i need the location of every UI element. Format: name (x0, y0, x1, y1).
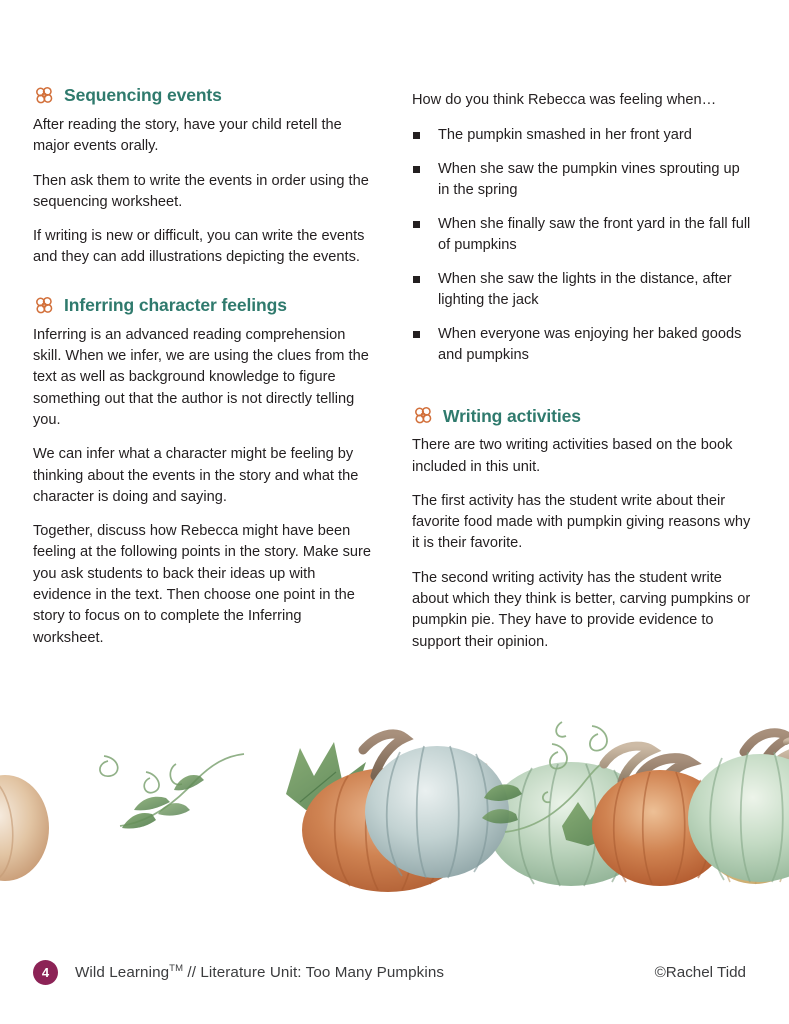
paragraph: If writing is new or difficult, you can write the events and they can add illustrations depicting the events. (33, 228, 365, 266)
flower-icon (33, 86, 55, 106)
paragraph: We can infer what a character might be feeling by thinking about the events in the story and what the character is doing and saying. (33, 446, 359, 505)
section-heading-inferring-character-feelings (33, 296, 374, 316)
section-title-text: Sequencing events (64, 85, 222, 106)
content-columns (0, 86, 789, 653)
flower-icon (412, 406, 434, 426)
pumpkin-tan-left (0, 775, 49, 882)
list-item-label: When everyone was enjoying her baked goods and pumpkins (438, 326, 742, 364)
list-item (412, 125, 753, 146)
footer-credit: ©Rachel Tidd (654, 963, 746, 981)
paragraph: The second writing activity has the student write about which they think is better, carving pumpkins or pumpkin pie. They have to provide evidence to support their opinion. (412, 569, 751, 650)
square-bullet-icon (413, 276, 420, 283)
paragraph: Inferring is an advanced reading comprehension skill. When we infer, we are using the clues from the text as well as background knowledge to figure something out that the author is not directly telling you. (33, 326, 369, 428)
paragraph: The first activity has the student write about their favorite food made with pumpkin giving reasons why it is their favorite. (412, 492, 751, 552)
inferring-bullet-list (412, 125, 753, 366)
square-bullet-icon (413, 166, 420, 173)
left-column (33, 86, 374, 649)
list-item (412, 159, 753, 201)
list-item-label: When she finally saw the front yard in the fall full of pumpkins (438, 216, 751, 254)
pumpkin-border-illustration (0, 706, 789, 896)
list-item (412, 269, 753, 311)
footer-title (75, 964, 444, 981)
leaf-cluster-left (122, 775, 204, 829)
section-heading-writing-activities (412, 406, 753, 426)
pumpkin-row-svg (0, 706, 789, 896)
paragraph: After reading the story, have your child retell the major events orally. (33, 117, 342, 155)
section-title-text: Writing activities (443, 405, 581, 426)
list-item-label: The pumpkin smashed in her front yard (438, 127, 692, 144)
trademark-mark: TM (169, 962, 184, 974)
inferring-prompt: How do you think Rebecca was feeling when… (412, 92, 717, 108)
pumpkin-bluegrey (363, 734, 509, 878)
flower-icon (33, 296, 55, 316)
square-bullet-icon (413, 221, 420, 228)
page-footer (0, 952, 789, 992)
footer-title-rest: // Literature Unit: Too Many Pumpkins (183, 963, 445, 981)
list-item-label: When she saw the lights in the distance, after lighting the jack (438, 271, 732, 309)
paragraph: Then ask them to write the events in order using the sequencing worksheet. (33, 172, 369, 210)
section-heading-sequencing-events (33, 86, 374, 106)
list-item (412, 324, 753, 366)
list-item (412, 214, 753, 256)
section-title-text: Inferring character feelings (64, 295, 287, 316)
page-number-badge: 4 (33, 960, 58, 985)
square-bullet-icon (413, 132, 420, 139)
paragraph: Together, discuss how Rebecca might have been feeling at the following points in the story. Make sure you ask students to back their ideas up with evidence in the text. Then choose one point in the story to focus on to complete the Inferring worksheet. (33, 523, 372, 646)
list-item-label: When she saw the pumpkin vines sprouting up in the spring (438, 161, 740, 199)
paragraph: There are two writing activities based on the book included in this unit. (412, 437, 733, 475)
square-bullet-icon (413, 331, 420, 338)
footer-brand: Wild Learning (75, 963, 170, 981)
right-column (412, 86, 753, 653)
